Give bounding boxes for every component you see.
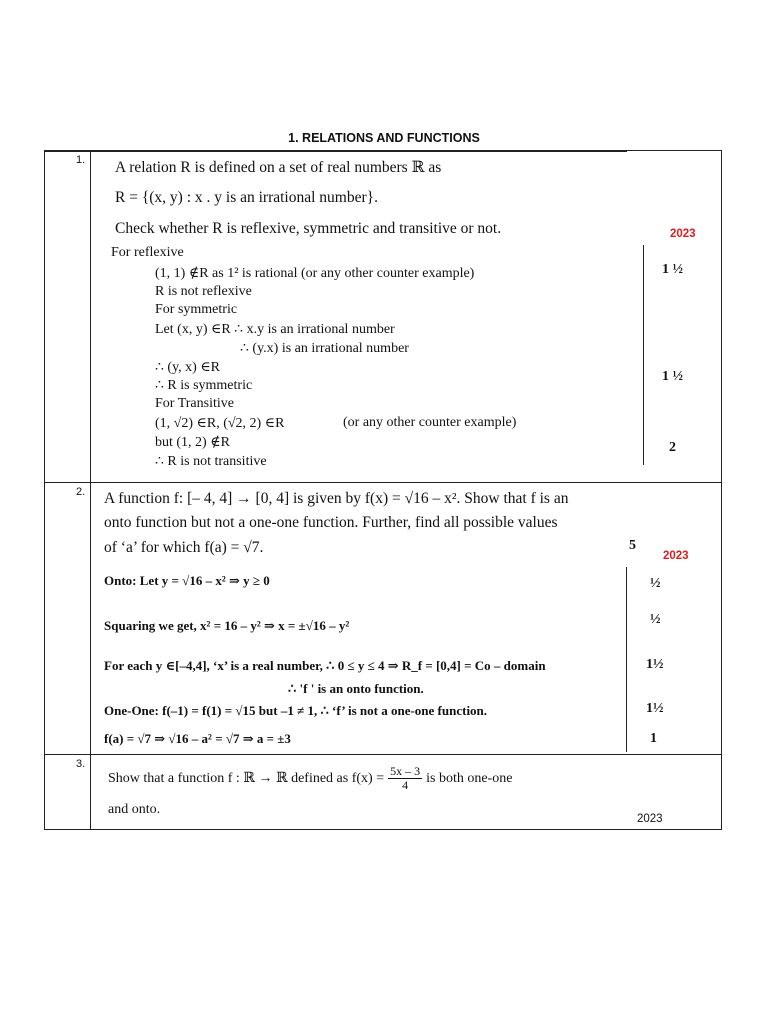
solution-line: Let (x, y) ∈R ∴ x.y is an irrational number [155,322,395,337]
question-text: of ‘a’ for which f(a) = √7. [104,539,264,556]
question-prefix: Show that a function f : ℝ → ℝ defined as f(x) = [108,771,385,786]
year-badge: 2023 [670,228,696,240]
question-number: 3. [76,758,86,770]
mark-value: 1 ½ [662,369,683,384]
mark-value: 1 ½ [662,262,683,277]
question-text: R = {(x, y) : x . y is an irrational number}. [115,189,378,206]
fraction [388,765,422,792]
solution-line: For reflexive [111,245,184,260]
question-text: and onto. [108,802,161,817]
solution-line: ∴ R is symmetric [155,378,253,393]
mark-value: 1½ [646,701,664,716]
row-divider-1 [44,482,722,483]
solution-line: For Transitive [155,396,234,411]
table-border-right [721,150,722,830]
solution-line: R is not reflexive [155,284,252,299]
solution-line: ∴ R is not transitive [155,454,267,469]
marks-divider-q2 [626,567,627,752]
table-column-divider [90,150,91,830]
mark-value: 2 [669,440,676,455]
question-text: Check whether R is reflexive, symmetric and transitive or not. [115,220,502,237]
table-border-bottom [44,829,722,830]
solution-line: but (1, 2) ∉R [155,435,230,450]
marks-divider-q1 [643,245,644,465]
solution-line: (1, 1) ∉R as 1² is rational (or any other counter example) [155,266,475,281]
solution-line: ∴ (y.x) is an irrational number [240,341,409,356]
row-divider-2 [44,754,722,755]
solution-line: f(a) = √7 ⇒ √16 – a² = √7 ⇒ a = ±3 [104,731,291,746]
mark-value: 1 [650,731,657,746]
fraction-numerator: 5x – 3 [390,764,421,779]
question-text: A function f: [– 4, 4] → [0, 4] is given by f(x) = √16 – x². Show that f is an [104,490,569,507]
mark-value: ½ [650,576,661,591]
solution-line: For each y ∈[–4,4], ‘x’ is a real number, ∴ 0 ≤ y ≤ 4 ⇒ R_f = [0,4] = Co – domain [104,658,546,673]
mark-value: 1½ [646,657,664,672]
table-header-divider [44,151,627,152]
solution-line: One-One: f(–1) = f(1) = √15 but –1 ≠ 1, ∴ ‘f’ is not a one-one function. [104,703,488,718]
solution-line: (1, √2) ∈R, (√2, 2) ∈R [155,416,285,431]
question-text [108,764,512,794]
fraction-denominator: 4 [402,778,409,793]
solution-line: Squaring we get, x² = 16 – y² ⇒ x = ±√16 – y² [104,618,350,633]
solution-line: ∴ 'f ' is an onto function. [288,681,424,696]
total-marks: 5 [629,538,636,553]
table-border-left [44,150,45,830]
year-badge: 2023 [663,550,689,562]
question-text: A relation R is defined on a set of real numbers ℝ as [115,159,442,176]
mark-value: ½ [650,612,661,627]
question-number: 2. [76,486,86,498]
year-badge: 2023 [637,813,663,825]
question-number: 1. [76,154,86,166]
question-text: onto function but not a one-one function. Further, find all possible values [104,514,558,531]
question-suffix: is both one-one [426,771,513,786]
solution-line: ∴ (y, x) ∈R [155,360,221,375]
solution-line: (or any other counter example) [343,415,517,430]
page-title: 1. RELATIONS AND FUNCTIONS [288,131,480,145]
solution-line: For symmetric [155,302,238,317]
solution-line: Onto: Let y = √16 – x² ⇒ y ≥ 0 [104,573,270,588]
